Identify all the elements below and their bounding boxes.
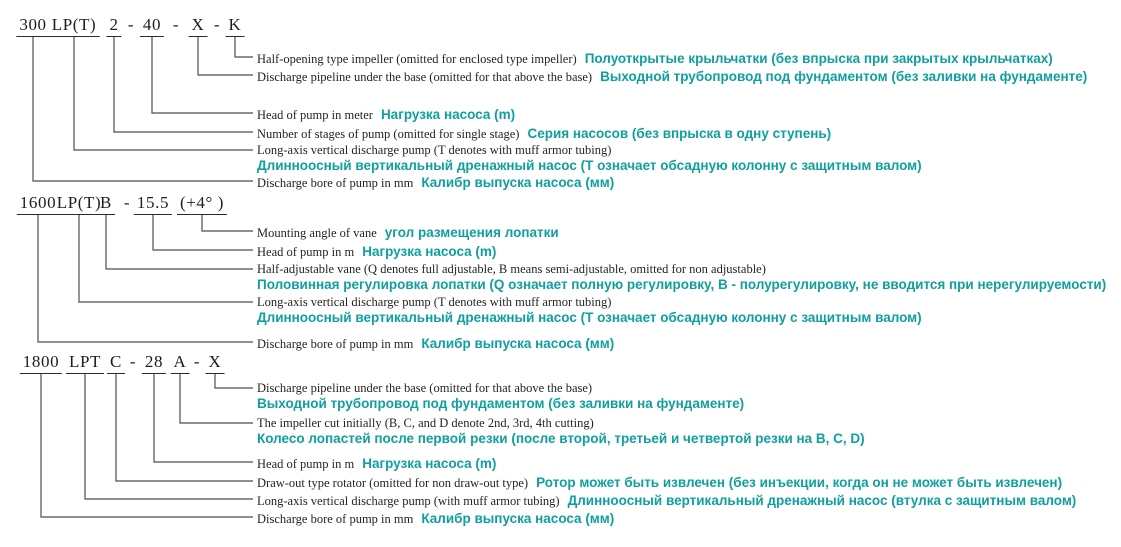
label-ru: Длинноосный вертикальный дренажный насос (Т означает обсадную колонну с защитным валом) bbox=[257, 158, 922, 173]
label-en: Head of pump in m bbox=[257, 245, 355, 259]
code-separator: - bbox=[213, 15, 221, 34]
label-long-axis-pump bbox=[257, 295, 922, 325]
label-mounting-angle bbox=[257, 224, 559, 242]
label-long-axis-pump bbox=[257, 143, 922, 173]
label-ru: Выходной трубопровод под фундаментом (без заливки на фундаменте) bbox=[600, 69, 1088, 84]
code-token: 28 bbox=[142, 352, 166, 374]
label-en: Discharge bore of pump in mm bbox=[257, 337, 414, 351]
label-discharge-pipeline bbox=[257, 381, 744, 411]
code-token: LPT bbox=[66, 352, 104, 374]
code-token: 1800 bbox=[20, 352, 62, 374]
label-ru: Нагрузка насоса (m) bbox=[380, 107, 516, 122]
label-ru: Серия насосов (без впрыска в одну ступень) bbox=[527, 126, 832, 141]
label-en: Discharge pipeline under the base (omitted for that above the base) bbox=[257, 70, 593, 84]
code-token: X bbox=[206, 352, 225, 374]
code-token: X bbox=[189, 15, 208, 37]
label-long-axis-pump bbox=[257, 492, 1076, 510]
label-ru: Ротор может быть извлечен (без инъекции, когда он не может быть извлечен) bbox=[536, 475, 1063, 490]
label-en: Head of pump in meter bbox=[257, 108, 373, 122]
label-en: Long-axis vertical discharge pump (with muff armor tubing) bbox=[257, 494, 560, 508]
code-token: 1600 bbox=[17, 193, 59, 215]
label-en: Discharge pipeline under the base (omitted for that above the base) bbox=[257, 381, 593, 395]
code-separator: - bbox=[123, 193, 131, 212]
label-en: The impeller cut initially (B, C, and D denote 2nd, 3rd, 4th cutting) bbox=[257, 416, 594, 430]
label-ru: Длинноосный вертикальный дренажный насос (втулка с защитным валом) bbox=[567, 493, 1077, 508]
label-ru: Нагрузка насоса (m) bbox=[362, 244, 497, 259]
code-token: C bbox=[107, 352, 125, 374]
code-separator: - bbox=[172, 15, 180, 34]
code-separator: - bbox=[127, 15, 135, 34]
label-en: Mounting angle of vane bbox=[257, 226, 377, 240]
label-discharge-bore bbox=[257, 174, 614, 192]
label-ru: Нагрузка насоса (m) bbox=[362, 456, 497, 471]
label-half-adjustable-vane bbox=[257, 262, 1106, 292]
label-impeller-cut bbox=[257, 416, 865, 446]
label-en: Draw-out type rotator (omitted for non draw-out type) bbox=[257, 476, 529, 490]
label-ru: Калибр выпуска насоса (мм) bbox=[421, 175, 615, 190]
label-ru: угол размещения лопатки bbox=[384, 225, 559, 240]
label-head-of-pump bbox=[257, 455, 496, 473]
label-number-of-stages bbox=[257, 125, 831, 143]
code-separator: - bbox=[129, 352, 137, 371]
label-ru: Половинная регулировка лопатки (Q означает полную регулировку, B - полурегулировку, не вводится при нерегулируемости) bbox=[257, 277, 1107, 292]
code-token: 300 bbox=[16, 15, 49, 37]
label-en: Half-opening type impeller (omitted for enclosed type impeller) bbox=[257, 52, 577, 66]
label-head-of-pump bbox=[257, 106, 515, 124]
code-token: B bbox=[97, 193, 115, 215]
code-token: 15.5 bbox=[134, 193, 172, 215]
label-ru: Длинноосный вертикальный дренажный насос (Т означает обсадную колонну с защитным валом) bbox=[257, 310, 922, 325]
label-en: Discharge bore of pump in mm bbox=[257, 176, 414, 190]
code-token: LP(T) bbox=[54, 193, 105, 215]
code-token: K bbox=[226, 15, 245, 37]
code-token: (+4° ) bbox=[177, 193, 227, 215]
label-en: Head of pump in m bbox=[257, 457, 355, 471]
label-draw-out-rotator bbox=[257, 474, 1062, 492]
label-discharge-bore bbox=[257, 335, 614, 353]
label-ru: Колесо лопастей после первой резки (после второй, третьей и четвертой резки на B, C, D) bbox=[257, 431, 865, 446]
label-ru: Полуоткрытые крыльчатки (без впрыска при закрытых крыльчатках) bbox=[584, 51, 1053, 66]
code-token: LP(T) bbox=[49, 15, 100, 37]
label-half-opening-impeller bbox=[257, 50, 1053, 68]
code-token: A bbox=[171, 352, 190, 374]
code-separator: - bbox=[193, 352, 201, 371]
label-en: Long-axis vertical discharge pump (T denotes with muff armor tubing) bbox=[257, 295, 612, 309]
label-ru: Калибр выпуска насоса (мм) bbox=[421, 336, 615, 351]
code-token: 40 bbox=[140, 15, 164, 37]
label-en: Number of stages of pump (omitted for single stage) bbox=[257, 127, 520, 141]
code-token: 2 bbox=[106, 15, 121, 37]
label-ru: Выходной трубопровод под фундаментом (без заливки на фундаменте) bbox=[257, 396, 745, 411]
label-en: Half-adjustable vane (Q denotes full adjustable, B means semi-adjustable, omitted for non adjustable) bbox=[257, 262, 766, 276]
label-discharge-pipeline bbox=[257, 68, 1087, 86]
label-head-of-pump bbox=[257, 243, 496, 261]
label-en: Discharge bore of pump in mm bbox=[257, 512, 414, 526]
label-ru: Калибр выпуска насоса (мм) bbox=[421, 511, 615, 526]
label-en: Long-axis vertical discharge pump (T denotes with muff armor tubing) bbox=[257, 143, 612, 157]
label-discharge-bore bbox=[257, 510, 614, 528]
